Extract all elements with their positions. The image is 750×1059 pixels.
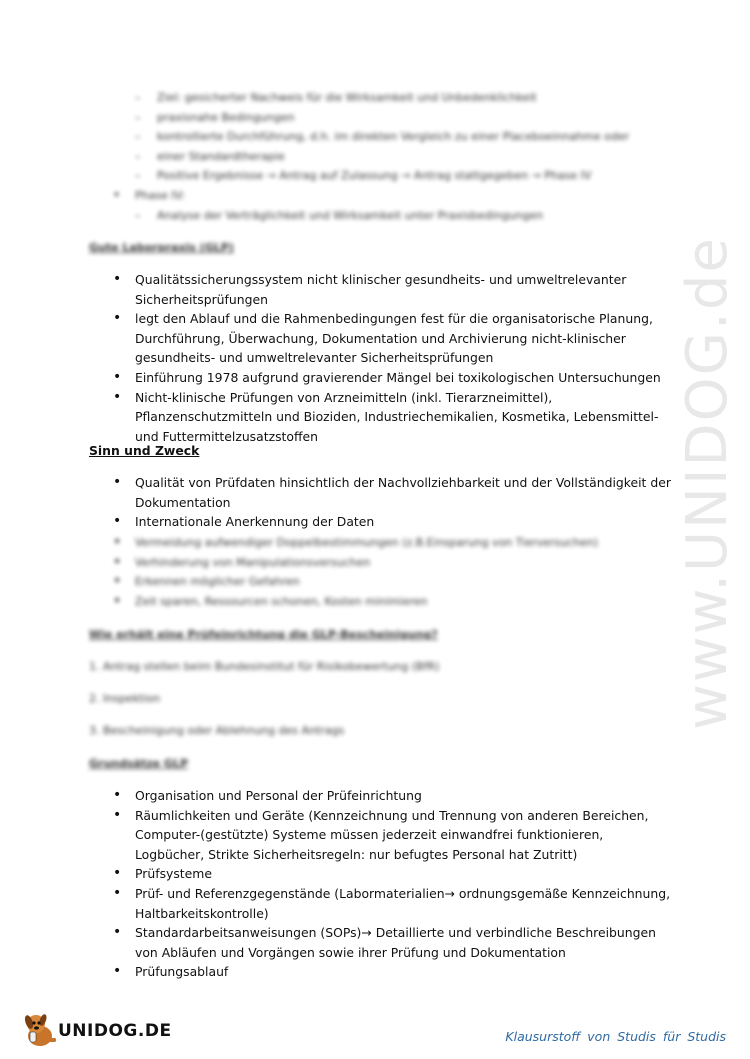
bescheinigung-heading: Wie erhält eine Prüfeinrichtung die GLP-Bescheinigung?	[89, 628, 438, 641]
list-item: • legt den Ablauf und die Rahmenbedingungen fest für die organisatorische Planung, Durchführung, Überwachung, Dokumentation und Archivierung nicht-klinischer gesundheits- und umweltrelevanter Sicherheitsprüfungen	[113, 309, 673, 368]
watermark-text: www.UNIDOG.de	[675, 236, 740, 730]
sinn-blurred-list	[113, 533, 673, 611]
glp-heading: Gute Laborpraxis (GLP)	[89, 241, 234, 254]
top-dash-list	[135, 88, 655, 186]
footer-tagline: Klausurstoff von Studis für Studis	[505, 1029, 726, 1044]
list-item: • Internationale Anerkennung der Daten	[113, 512, 673, 532]
phase-four-sub: – Analyse der Verträglichkeit und Wirksamkeit unter Praxisbedingungen	[135, 209, 544, 222]
list-item: • Zeit sparen, Ressourcen schonen, Kosten minimieren	[113, 592, 673, 612]
step-item: 2. Inspektion	[89, 692, 161, 705]
list-item: • Prüfungsablauf	[113, 962, 673, 982]
unidog-logo	[22, 1010, 182, 1050]
list-item: • Organisation und Personal der Prüfeinrichtung	[113, 786, 673, 806]
bullet: •	[113, 188, 121, 202]
grundsaetze-heading: Grundsätze GLP	[89, 757, 189, 770]
step-item: 1. Antrag stellen beim Bundesinstitut für Risikobewertung (BfR)	[89, 660, 440, 673]
glp-list	[113, 270, 673, 446]
sinn-heading: Sinn und Zweck	[89, 443, 200, 458]
list-item: • Qualität von Prüfdaten hinsichtlich der Nachvollziehbarkeit und der Vollständigkeit der Dokumentation	[113, 473, 673, 512]
list-item: • Erkennen möglicher Gefahren	[113, 572, 673, 592]
list-item: • Verhinderung von Manipulationsversuchen	[113, 553, 673, 573]
sinn-list	[113, 473, 673, 532]
list-item: • Einführung 1978 aufgrund gravierender Mängel bei toxikologischen Untersuchungen	[113, 368, 673, 388]
list-item: • Nicht-klinische Prüfungen von Arzneimitteln (inkl. Tierarzneimittel), Pflanzenschutzmitteln und Bioziden, Industriechemikalien, Kosmetika, Lebensmittel- und Futtermittelzusatzstoffen	[113, 388, 673, 447]
list-item: • Vermeidung aufwendiger Doppelbestimmungen (z.B.Einsparung von Tierversuchen)	[113, 533, 673, 553]
list-item-continuation: – einer Standardtherapie	[135, 147, 655, 167]
step-item: 3. Bescheinigung oder Ablehnung des Antrags	[89, 724, 345, 737]
list-item: • Räumlichkeiten und Geräte (Kennzeichnung und Trennung von anderen Bereichen, Computer-(gestützte) Systeme müssen jederzeit einwandfrei funktionieren, Logbücher, Strikte Sicherheitsregeln: nur befugtes Personal hat Zutritt)	[113, 806, 673, 865]
list-item: • Prüf- und Referenzgegenstände (Labormaterialien→ ordnungsgemäße Kennzeichnung, Haltbarkeitskontrolle)	[113, 884, 673, 923]
list-item: • Prüfsysteme	[113, 864, 673, 884]
grundsaetze-list	[113, 786, 673, 982]
list-item: • Qualitätssicherungssystem nicht klinischer gesundheits- und umweltrelevanter Sicherheitsprüfungen	[113, 270, 673, 309]
logo-wordmark: UNIDOG.DE	[58, 1021, 172, 1041]
list-item: – kontrollierte Durchführung, d.h. im direkten Vergleich zu einer Placeboeinnahme oder	[135, 127, 655, 147]
list-item: • Standardarbeitsanweisungen (SOPs)→ Detaillierte und verbindliche Beschreibungen von Abläufen und Vorgängen sowie ihrer Prüfung und Dokumentation	[113, 923, 673, 962]
list-item: – Positive Ergebnisse → Antrag auf Zulassung → Antrag stattgegeben → Phase IV	[135, 166, 655, 186]
list-item: – Ziel: gesicherter Nachweis für die Wirksamkeit und Unbedenklichkeit	[135, 88, 655, 108]
list-item: – praxisnahe Bedingungen	[135, 108, 655, 128]
dog-mascot-icon	[22, 1010, 62, 1050]
phase-four-label: Phase IV:	[135, 189, 185, 202]
